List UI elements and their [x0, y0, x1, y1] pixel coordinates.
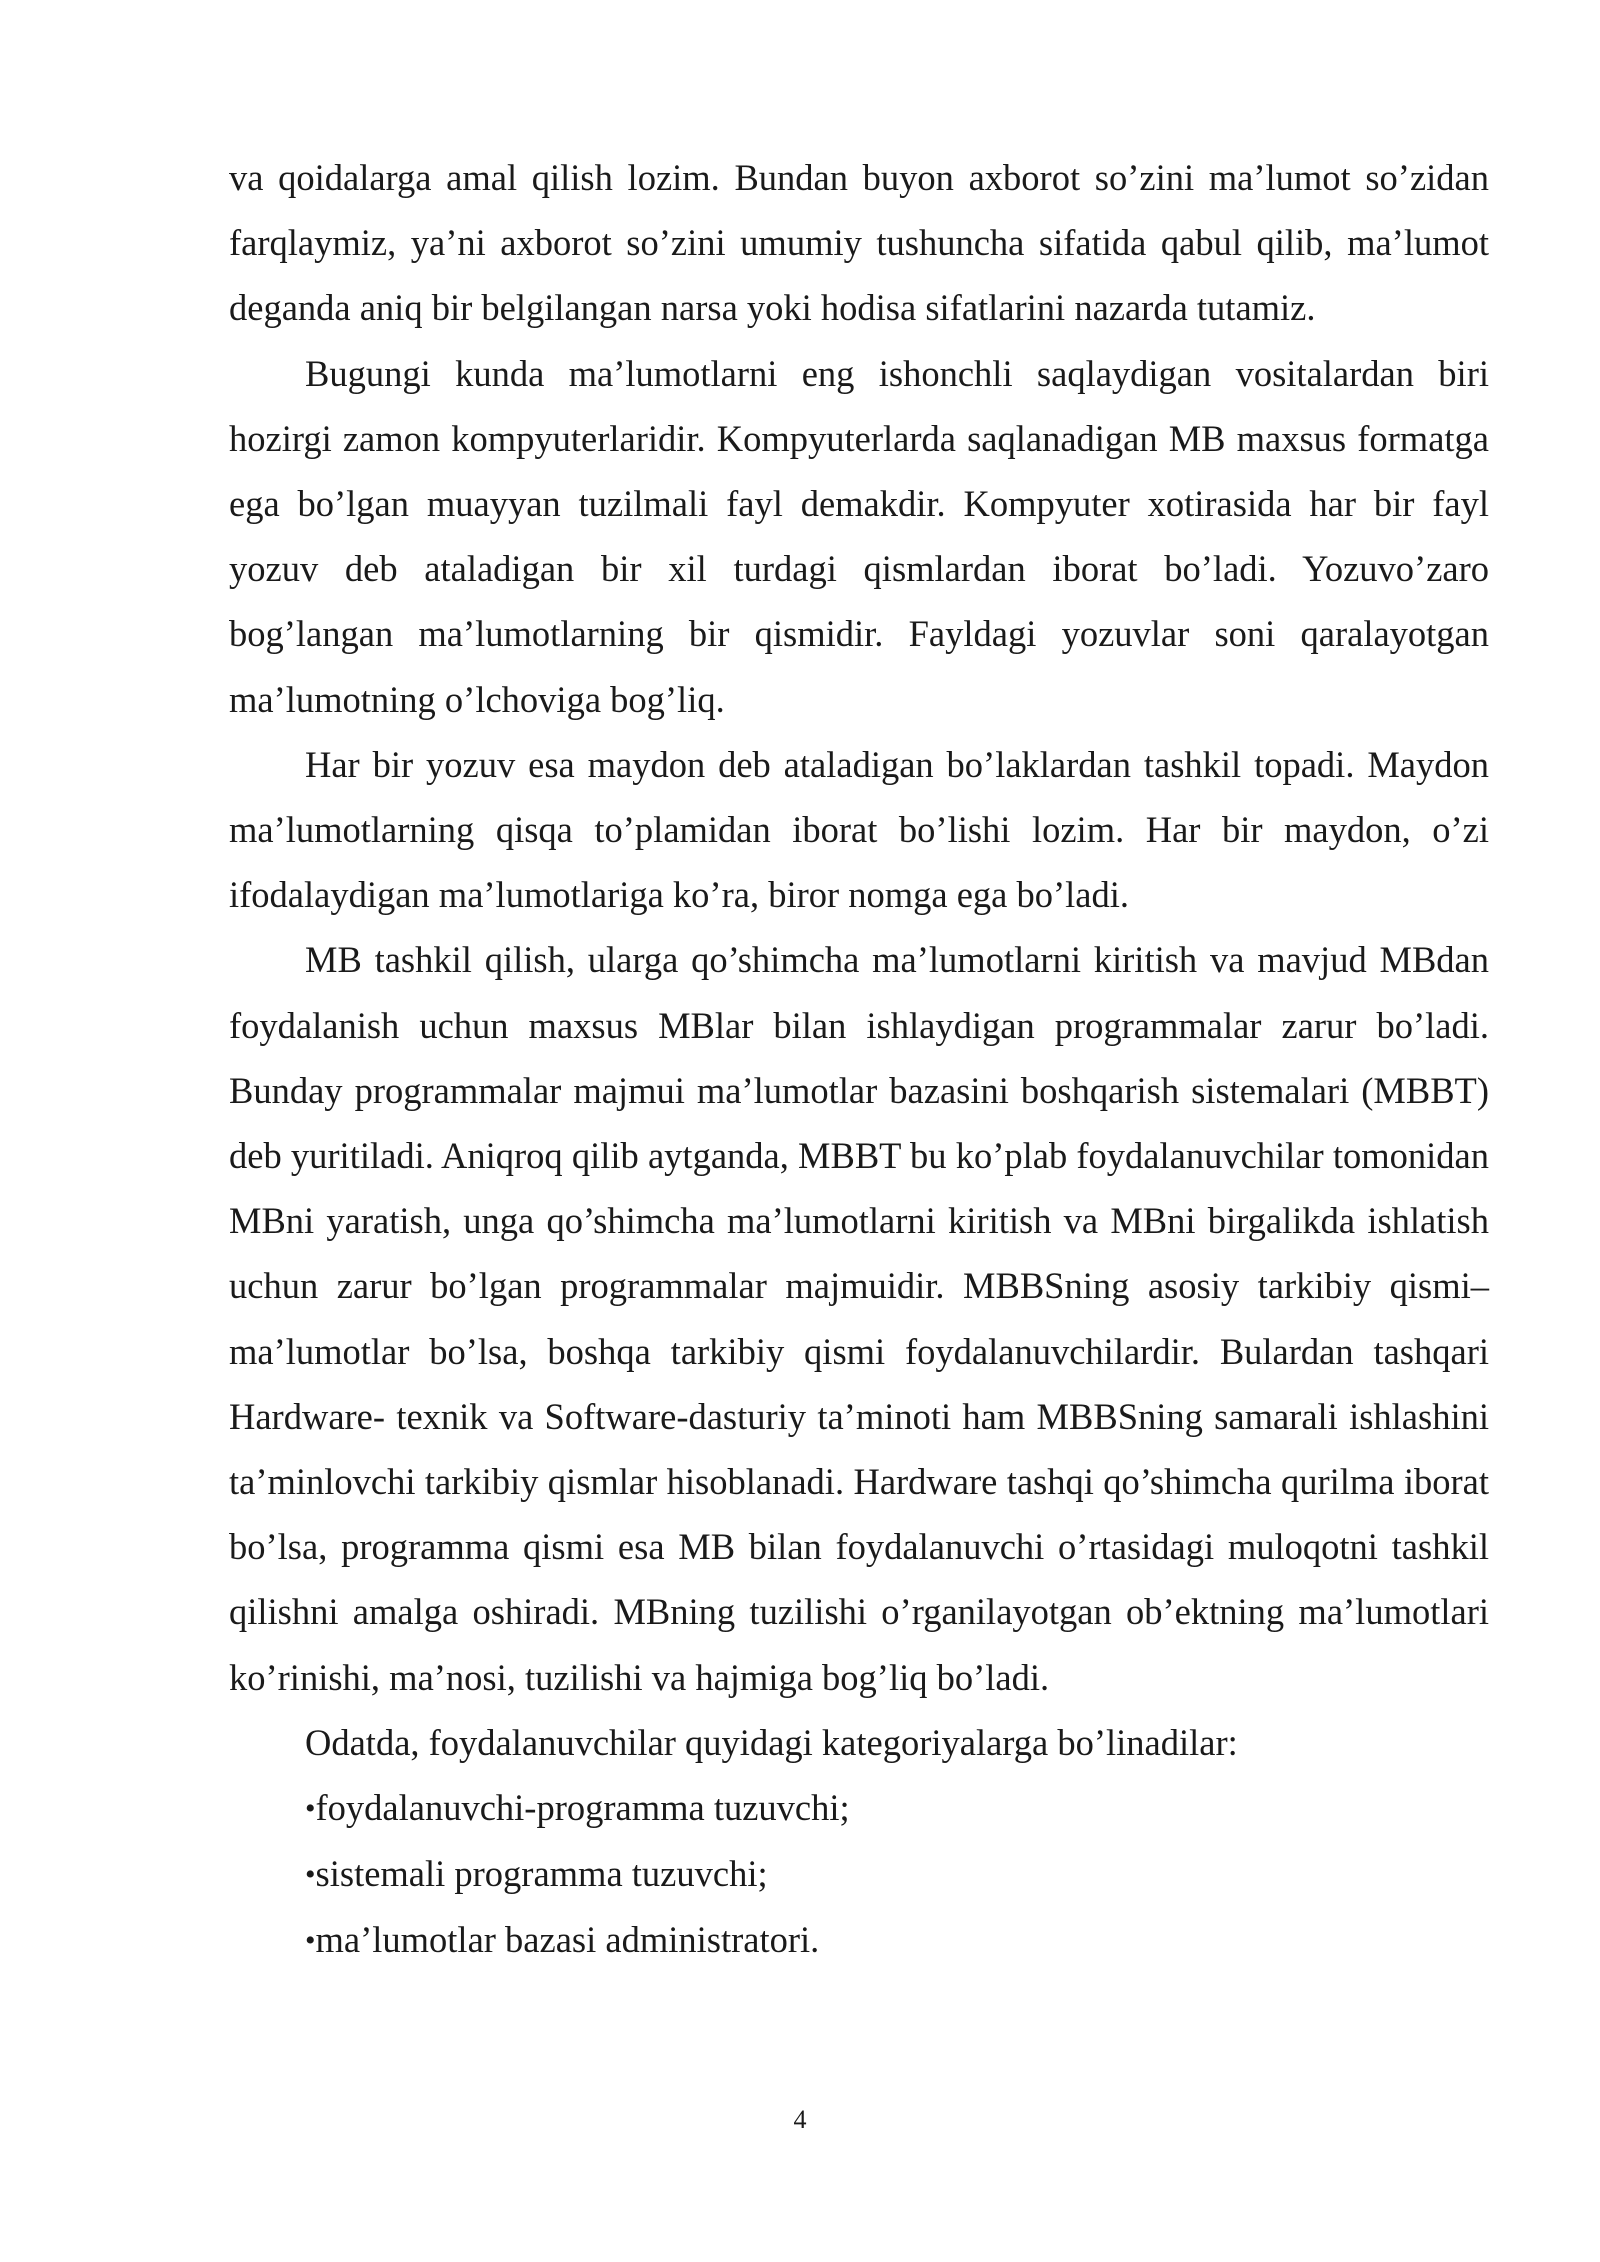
user-categories-list	[229, 1775, 1489, 1974]
document-body	[229, 145, 1489, 1974]
bullet-icon: •	[305, 1858, 316, 1892]
bullet-icon: •	[305, 1924, 316, 1958]
list-item	[229, 1775, 1489, 1841]
list-item-text: ma’lumotlar bazasi administratori.	[315, 1919, 820, 1961]
list-item	[229, 1907, 1489, 1973]
paragraph-continuation: va qoidalarga amal qilish lozim. Bundan buyon axborot so’zini ma’lumot so’zidan farqlaymiz, ya’ni axborot so’zini umumiy tushuncha sifatida qabul qilib, ma’lumot deganda aniq bir belgilangan narsa yoki hodisa sifatlarini nazarda tutamiz.	[229, 157, 1489, 329]
paragraph-dbms: MB tashkil qilish, ularga qo’shimcha ma’lumotlarni kiritish va mavjud MBdan foydalanish uchun maxsus MBlar bilan ishlaydigan programmalar zarur bo’ladi. Bunday programmalar majmui ma’lumotlar bazasini boshqarish sistemalari (MBBT) deb yuritiladi. Aniqroq qilib aytganda, MBBT bu ko’plab foydalanuvchilar tomonidan MBni yaratish, unga qo’shimcha ma’lumotlarni kiritish va MBni birgalikda ishlatish uchun zarur bo’lgan programmalar majmuidir. MBBSning asosiy tarkibiy qismi–ma’lumotlar bo’lsa, boshqa tarkibiy qismi foydalanuvchilardir. Bulardan tashqari Hardware- texnik va Software-dasturiy ta’minoti ham MBBSning samarali ishlashini ta’minlovchi tarkibiy qismlar hisoblanadi. Hardware tashqi qo’shimcha qurilma iborat bo’lsa, programma qismi esa MB bilan foydalanuvchi o’rtasidagi muloqotni tashkil qilishni amalga oshiradi. MBning tuzilishi o’rganilayotgan ob’ektning ma’lumotlari ko’rinishi, ma’nosi, tuzilishi va hajmiga bog’liq bo’ladi.	[229, 939, 1489, 1698]
paragraph-fields: Har bir yozuv esa maydon deb ataladigan bo’laklardan tashkil topadi. Maydon ma’lumotlarning qisqa to’plamidan iborat bo’lishi lozim. Har bir maydon, o’zi ifodalaydigan ma’lumotlariga ko’ra, biror nomga ega bo’ladi.	[229, 743, 1489, 916]
page-number: 4	[793, 2105, 807, 2134]
paragraph-categories-intro: Odatda, foydalanuvchilar quyidagi kategoriyalarga bo’linadilar:	[305, 1721, 1238, 1763]
list-item-text: foydalanuvchi-programma tuzuvchi;	[315, 1787, 850, 1829]
list-item-text: sistemali programma tuzuvchi;	[315, 1853, 768, 1895]
list-item	[229, 1841, 1489, 1907]
bullet-icon: •	[305, 1792, 316, 1826]
paragraph-storage: Bugungi kunda ma’lumotlarni eng ishonchli saqlaydigan vositalardan biri hozirgi zamon kompyuterlaridir. Kompyuterlarda saqlanadigan MB maxsus formatga ega bo’lgan muayyan tuzilmali fayl demakdir. Kompyuter xotirasida har bir fayl yozuv deb ataladigan bir xil turdagi qismlardan iborat bo’ladi. Yozuvo’zaro bog’langan ma’lumotlarning bir qismidir. Fayldagi yozuvlar soni qaralayotgan ma’lumotning o’lchoviga bog’liq.	[229, 352, 1489, 720]
